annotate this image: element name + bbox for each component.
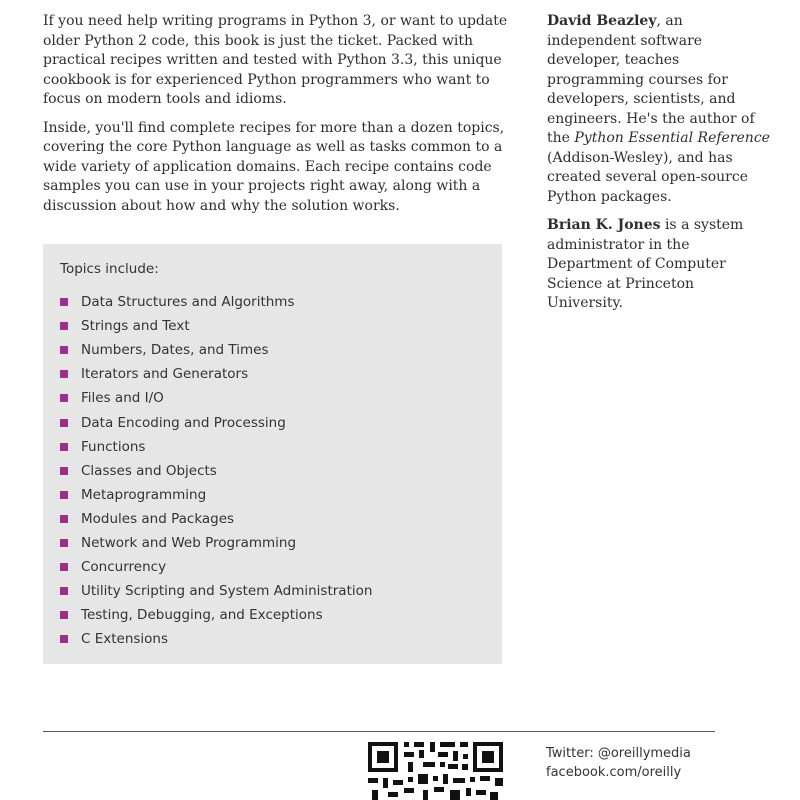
square-bullet-icon — [60, 515, 68, 523]
topic-label: C Extensions — [81, 631, 169, 648]
social-links — [546, 744, 691, 782]
square-bullet-icon — [60, 419, 68, 427]
author-bio-text-2: (Addison-Wesley), and has created several open-source Python packages. — [547, 149, 748, 205]
topic-item — [60, 603, 372, 627]
author-name-jones: Brian K. Jones — [547, 217, 661, 233]
book-description — [43, 12, 513, 225]
square-bullet-icon — [60, 539, 68, 547]
topic-item — [60, 410, 372, 434]
topic-label: Concurrency — [81, 559, 167, 576]
topic-label: Data Encoding and Processing — [81, 414, 286, 431]
topic-label: Utility Scripting and System Administration — [81, 583, 373, 600]
author-bio-text-3: is a system administrator in the Department of Computer Science at Princeton University. — [547, 217, 744, 311]
topic-item — [60, 459, 372, 483]
topic-item — [60, 507, 372, 531]
topic-label: Strings and Text — [81, 318, 190, 335]
topic-item — [60, 290, 372, 314]
topic-label: Network and Web Programming — [81, 534, 297, 551]
description-paragraph-2: Inside, you'll find complete recipes for more than a dozen topics, covering the core Python language as well as tasks common to a wide variety of application domains. Each recipe contains code samples you can use in your projects right away, along with a discussion about how and why the solution works. — [43, 119, 505, 214]
topic-item — [60, 627, 372, 651]
square-bullet-icon — [60, 563, 68, 571]
author-bio-jones — [547, 216, 772, 314]
author-bio-text-1: , an independent software developer, teaches programming courses for developers, scientists, and engineers. He's the author of the — [547, 13, 755, 146]
square-bullet-icon — [60, 443, 68, 451]
topic-label: Numbers, Dates, and Times — [81, 342, 269, 359]
square-bullet-icon — [60, 298, 68, 306]
topic-label: Files and I/O — [81, 390, 164, 407]
qr-code-icon — [368, 742, 503, 800]
author-bio-beazley — [547, 12, 772, 207]
topic-label: Classes and Objects — [81, 462, 217, 479]
square-bullet-icon — [60, 370, 68, 378]
topics-heading: Topics include: — [60, 261, 159, 277]
book-title: Python Essential Reference — [574, 130, 770, 146]
topic-label: Metaprogramming — [81, 486, 207, 503]
topic-label: Data Structures and Algorithms — [81, 294, 295, 311]
topic-label: Iterators and Generators — [81, 366, 249, 383]
topic-label: Modules and Packages — [81, 510, 235, 527]
author-bios — [547, 12, 772, 323]
topics-box — [43, 244, 502, 664]
twitter-link[interactable]: Twitter: @oreillymedia — [546, 746, 691, 761]
topic-item — [60, 531, 372, 555]
square-bullet-icon — [60, 394, 68, 402]
author-name-beazley: David Beazley — [547, 13, 657, 29]
description-paragraph-1: If you need help writing programs in Python 3, or want to update older Python 2 code, this book is just the ticket. Packed with practical recipes written and tested with Python 3.3, this unique cookbook is for experienced Python programmers who want to focus on modern tools and idioms. — [43, 13, 508, 107]
topics-list — [60, 290, 372, 651]
facebook-link[interactable]: facebook.com/oreilly — [546, 765, 682, 780]
topic-item — [60, 386, 372, 410]
square-bullet-icon — [60, 491, 68, 499]
square-bullet-icon — [60, 322, 68, 330]
square-bullet-icon — [60, 587, 68, 595]
topic-item — [60, 314, 372, 338]
topic-label: Testing, Debugging, and Exceptions — [81, 607, 323, 624]
topic-item — [60, 435, 372, 459]
square-bullet-icon — [60, 611, 68, 619]
topic-item — [60, 362, 372, 386]
topic-item — [60, 338, 372, 362]
topic-item — [60, 579, 372, 603]
topic-item — [60, 555, 372, 579]
divider — [43, 731, 715, 732]
topic-item — [60, 483, 372, 507]
square-bullet-icon — [60, 467, 68, 475]
square-bullet-icon — [60, 346, 68, 354]
square-bullet-icon — [60, 635, 68, 643]
topic-label: Functions — [81, 438, 146, 455]
